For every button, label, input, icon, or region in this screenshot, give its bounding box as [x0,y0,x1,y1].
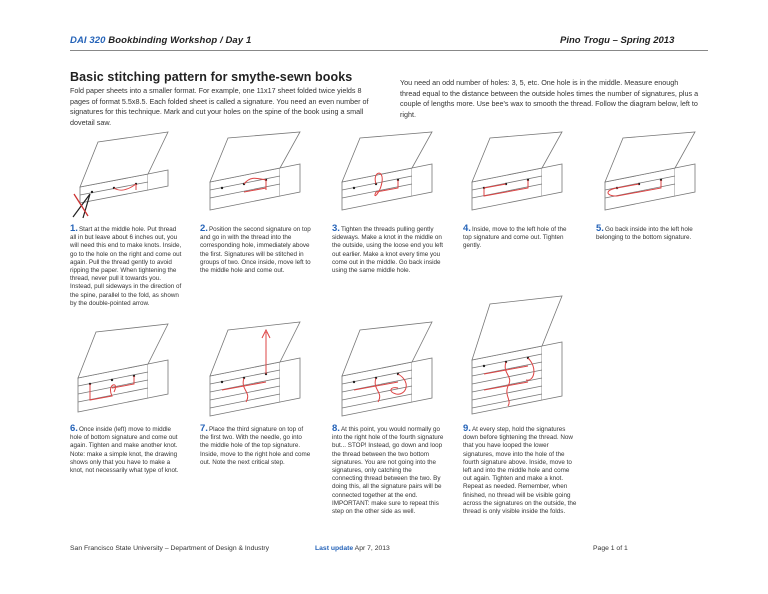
step-2-number: 2. [200,223,208,234]
step-1 [70,225,182,308]
illustration-step-2 [200,132,320,222]
step-2 [200,225,312,275]
last-update-label: Last update [315,545,354,552]
header-divider [70,50,708,51]
illustration-step-1 [68,132,188,222]
step-9 [463,425,577,516]
header-author-date: Pino Trogu – Spring 2013 [560,35,675,46]
footer-page-number: Page 1 of 1 [593,545,628,552]
step-9-text: At every step, hold the signatures down before tightening the thread. Now that you have looped the lower signatures, move into the hole of the fourth signature above. Inside, move to left and into the middle hole and come out again. Tighten and make a knot. Repeat as needed. Remember, when finished, no thread will be visible going across the signatures on the outside, the thread is only visible inside the folds. [463,426,577,516]
step-8-number: 8. [332,423,340,434]
step-3-number: 3. [332,223,340,234]
illustration-step-3 [332,132,452,222]
step-4-number: 4. [463,223,471,234]
footer-institution: San Francisco State University – Department of Design & Industry [70,545,270,552]
illustration-step-7 [200,312,320,422]
step-4-text: Inside, move to the left hole of the top signature and come out. Tighten gently. [463,226,567,250]
illustration-step-5 [595,132,715,222]
step-8-text: At this point, you would normally go into the right hole of the fourth signature but... STOP! Instead, go down and loop the thread between the two bottom signatures. You are not going into the signatures, only catching the connecting thread between the two. By doing this, all the signature pairs will be connected together at the end. IMPORTANT: make sure to repeat this step on the other side as well. [332,426,444,516]
illustration-step-4 [462,132,582,222]
step-7-number: 7. [200,423,208,434]
step-6-text: Once inside (left) move to middle hole of bottom signature and come out again. Tighten and make another knot. Note: make a simple knot, the drawing shows only that you have to make a knot, not necessarily what type of knot. [70,426,179,475]
course-name: Bookbinding Workshop / Day 1 [105,35,252,46]
step-5-number: 5. [596,223,604,234]
header-course [70,35,251,46]
step-5 [596,225,708,242]
step-7 [200,425,312,467]
step-2-text: Position the second signature on top and go in with the thread into the corresponding hole, immediately above the first. Signatures will be stitched in groups of two. Once inside, move left to the middle hole and come out. [200,226,311,275]
step-9-number: 9. [463,423,471,434]
last-update-date: Apr 7, 2013 [354,545,390,552]
step-6 [70,425,182,475]
step-4 [463,225,575,251]
illustration-step-9 [462,296,582,422]
step-1-number: 1. [70,223,78,234]
intro-right: You need an odd number of holes: 3, 5, etc. One hole is in the middle. Measure enough thread equal to the distance between the outside holes times the number of signatures, plus a couple of lengths more. Use bee's wax to smooth the thread. Follow the diagram below, left to right. [400,78,699,119]
course-code: DAI 320 [70,35,106,46]
step-1-text: Start at the middle hole. Put thread all in but leave about 6 inches out, you will need this end to make knots. Inside, go to the hole on the right and come out again. Pull the thread gently to avoid ripping the paper. When tightening the thread, never pull it towards you. Instead, pull sideways in the direction of the spine, parallel to the fold, as shown by the double-pointed arrow. [70,226,182,307]
step-3-text: Tighten the threads pulling gently sideways. Make a knot in the middle on the outside, using the loose end you left out earlier. Make a knot every time you come out in the middle. Go back inside using the same middle hole. [332,226,443,275]
step-8 [332,425,444,516]
illustration-step-8 [332,312,452,422]
footer-last-update [315,545,390,552]
step-5-text: Go back inside into the left hole belonging to the bottom signature. [596,226,693,242]
step-6-number: 6. [70,423,78,434]
illustration-step-6 [68,322,188,422]
intro-left: Fold paper sheets into a smaller format. For example, one 11x17 sheet folded twice yields 8 pages of format 5.5x8.5. Each folded sheet is called a signature. You need an even number of signatures for this technique. Mark and cut your holes on the spine of the book using a small dovetail saw. [70,86,369,127]
page-title: Basic stitching pattern for smythe-sewn books [70,70,353,84]
step-7-text: Place the third signature on top of the first two. With the needle, go into the middle hole of the top signature. Inside, move to the right hole and come out. Note the next critical step. [200,426,311,466]
step-3 [332,225,444,275]
